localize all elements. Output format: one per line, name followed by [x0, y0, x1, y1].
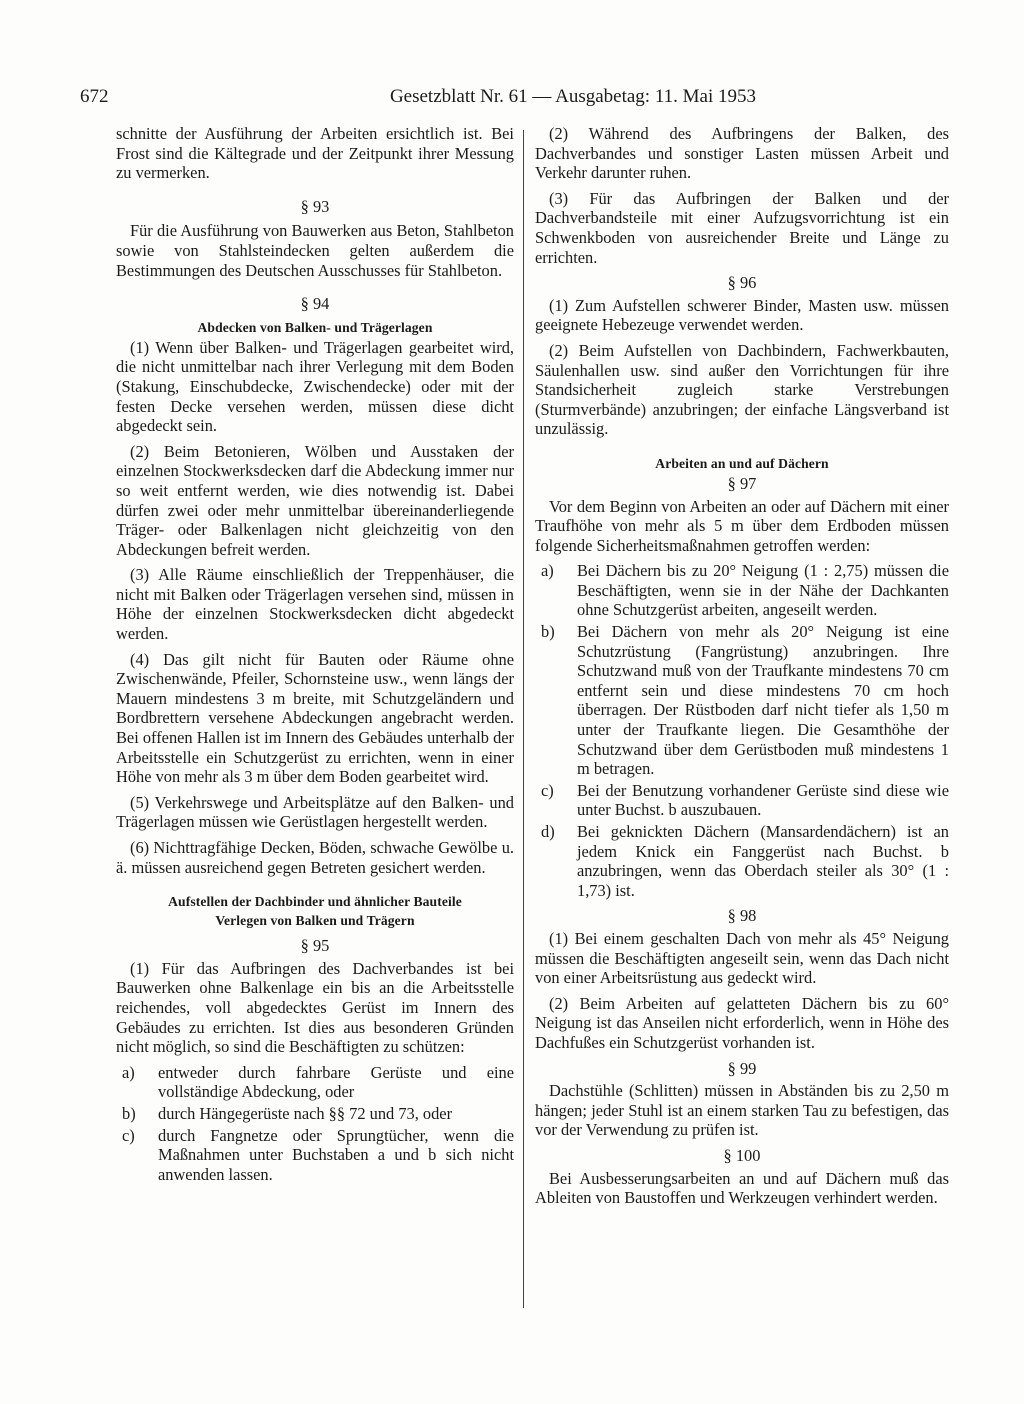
- list-item: [535, 781, 949, 820]
- section-94-paragraph: (2) Beim Betonieren, Wölben und Ausstaken der einzelnen Stockwerksdecken darf die Abdeckung immer nur so weit entfernt werden, wie dies notwendig ist. Dabei dürfen zwei oder mehr unmittelbar übereinanderliegende Träger- oder Balkenlagen nicht gleichzeitig von den Abdeckungen befreit werden.: [116, 441, 514, 559]
- list-item-text: durch Hängegerüste nach §§ 72 und 73, oder: [158, 1103, 453, 1123]
- section-95-paragraph: (2) Während des Aufbringens der Balken, des Dachverbandes und sonstiger Lasten müssen Arbeit und Verkehr darunter ruhen.: [535, 124, 949, 183]
- section-95-number: § 95: [300, 936, 330, 956]
- list-item-text: Bei Dächern von mehr als 20° Neigung ist eine Schutzrüstung (Fangrüstung) anzubringen. Ihre Schutzwand muß von der Traufkante mindestens 70 cm entfernt sein und diese mindestens 70 cm hoch überragen. Der Rüstboden darf nicht tiefer als 1,50 m unter der Traufkante liegen. Die Gesamthöhe der Schutzwand über dem Gerüstboden muß mindestens 1 m betragen.: [577, 622, 949, 779]
- section-98-paragraph: (1) Bei einem geschalten Dach von mehr als 45° Neigung müssen die Beschäftigten angeseilt sein, wenn das Dach nicht von einer Arbeitsrüstung aus gedeckt wird.: [535, 928, 949, 988]
- section-94-paragraph: (5) Verkehrswege und Arbeitsplätze auf den Balken- und Trägerlagen müssen wie Gerüstlagen hergestellt werden.: [116, 792, 514, 832]
- list-item: [116, 1126, 514, 1185]
- section-95-subheading: Verlegen von Balken und Trägern: [215, 913, 415, 929]
- section-95-list: [116, 1063, 514, 1185]
- continuation-text: schnitte der Ausführung der Arbeiten ersichtlich ist. Bei Frost sind die Kältegrade und der Zeitpunkt ihrer Messung zu vermerken.: [116, 124, 514, 183]
- list-item: [535, 622, 949, 779]
- list-item-label: a): [122, 1062, 135, 1082]
- section-96-paragraph: (1) Zum Aufstellen schwerer Binder, Masten usw. müssen geeignete Hebezeuge verwendet werden.: [535, 295, 949, 335]
- section-95-paragraph: (1) Für das Aufbringen des Dachverbandes ist bei Bauwerken ohne Balkenlage ein bis an die Arbeitsstelle reichendes, voll abgedecktes Gerüst im Innern des Gebäudes zu errichten. Ist dies aus besonderen Gründen nicht möglich, so sind die Beschäftigten zu schützen:: [116, 958, 514, 1057]
- list-item-label: c): [122, 1125, 135, 1145]
- page-header: [80, 85, 756, 109]
- list-item: [116, 1063, 514, 1102]
- section-97-number: § 97: [727, 473, 757, 493]
- section-100-number: § 100: [723, 1145, 761, 1165]
- section-99-number: § 99: [727, 1058, 757, 1078]
- list-item-text: Bei der Benutzung vorhandener Gerüste sind diese wie unter Buchst. b auszubauen.: [577, 780, 949, 820]
- section-94-paragraph: (3) Alle Räume einschließlich der Treppenhäuser, die nicht mit Balken oder Trägerlagen versehen sind, müssen in Höhe der einzelnen Stockwerksdecken dicht abgedeckt werden.: [116, 565, 514, 644]
- list-item: [535, 561, 949, 620]
- section-98-paragraph: (2) Beim Arbeiten auf gelatteten Dächern bis zu 60° Neigung ist das Anseilen nicht erforderlich, wenn in Höhe des Dachfußes ein Schutzgerüst vorhanden ist.: [535, 993, 949, 1052]
- section-94-paragraph: (1) Wenn über Balken- und Trägerlagen gearbeitet wird, die nicht unmittelbar nach ihrer Verlegung mit dem Boden (Stakung, Einschubdecke, Zwischendecke) oder mit der festen Decke versehen werden, müssen diese dicht abgedeckt sein.: [116, 337, 514, 436]
- list-item-label: b): [122, 1103, 136, 1123]
- list-item: [116, 1104, 514, 1124]
- list-item-label: c): [541, 780, 554, 800]
- list-item-label: d): [541, 822, 555, 841]
- page-number: 672: [80, 86, 109, 107]
- section-97-heading: Arbeiten an und auf Dächern: [655, 455, 829, 471]
- section-94-heading: Abdecken von Balken- und Trägerlagen: [197, 319, 433, 335]
- running-title: Gesetzblatt Nr. 61 — Ausgabetag: 11. Mai 1953: [389, 86, 756, 107]
- section-93-text: Für die Ausführung von Bauwerken aus Beton, Stahlbeton sowie von Stahlsteindecken gelten außerdem die Bestimmungen des Deutschen Ausschusses für Stahlbeton.: [116, 221, 514, 280]
- list-item-label: b): [541, 622, 555, 642]
- list-item-text: Bei geknickten Dächern (Mansardendächern) ist an jedem Knick ein Fanggerüst nach Buchst. b anzubringen, wenn das Oberdach steiler als 30° (1 : 1,73) ist.: [577, 822, 949, 900]
- section-99-text: Dachstühle (Schlitten) müssen in Abständen bis zu 2,50 m hängen; jeder Stuhl ist an einem starken Tau zu befestigen, das vor der Verwendung zu prüfen ist.: [535, 1081, 949, 1140]
- section-93-number: § 93: [300, 196, 330, 216]
- list-item-text: durch Fangnetze oder Sprungtücher, wenn die Maßnahmen unter Buchstaben a und b sich nicht anwenden lassen.: [158, 1125, 514, 1184]
- section-96-number: § 96: [727, 273, 757, 293]
- section-97-list: [535, 561, 949, 900]
- list-item-text: Bei Dächern bis zu 20° Neigung (1 : 2,75) müssen die Beschäftigten, wenn sie in der Nähe der Dachkanten ohne Schutzgerüst arbeiten, angeseilt werden.: [577, 561, 949, 620]
- section-94-number: § 94: [300, 294, 330, 314]
- section-94-paragraph: (4) Das gilt nicht für Bauten oder Räume ohne Zwischenwände, Pfeiler, Schornsteine usw., wenn längs der Mauern mindestens 3 m breite, mit Schutzgeländern und Bordbrettern versehene Abdeckungen angebracht werden. Bei offenen Hallen ist im Innern des Gebäudes unterhalb der Arbeitsstelle ein Schutzgerüst zu errichten, wenn in einer Höhe von mehr als 3 m über dem Boden gearbeitet wird.: [116, 649, 514, 787]
- right-column: [535, 124, 949, 1214]
- column-divider: [523, 130, 524, 1308]
- section-97-intro: Vor dem Beginn von Arbeiten an oder auf Dächern mit einer Traufhöhe von mehr als 5 m über dem Erdboden müssen folgende Sicherheitsmaßnahmen getroffen werden:: [535, 496, 949, 555]
- section-98-number: § 98: [727, 906, 757, 926]
- list-item: [535, 822, 949, 900]
- section-100-text: Bei Ausbesserungsarbeiten an und auf Dächern muß das Ableiten von Baustoffen und Werkzeugen verhindert werden.: [535, 1168, 949, 1208]
- list-item-label: a): [541, 561, 554, 581]
- section-96-paragraph: (2) Beim Aufstellen von Dachbindern, Fachwerkbauten, Säulenhallen usw. sind außer den Vorrichtungen für ihre Standsicherheit zugleich starke Verstrebungen (Sturmverbände) anzubringen; der einfache Längsverband ist unzulässig.: [535, 340, 949, 439]
- list-item-text: entweder durch fahrbare Gerüste und eine vollständige Abdeckung, oder: [158, 1062, 514, 1102]
- left-column: [116, 124, 514, 1188]
- section-95-heading: Aufstellen der Dachbinder und ähnlicher Bauteile: [168, 894, 462, 910]
- section-95-paragraph: (3) Für das Aufbringen der Balken und der Dachverbandsteile mit einer Aufzugsvorrichtung ist ein Schwenkboden von ausreichender Breite und Länge zu errichten.: [535, 188, 949, 267]
- section-94-paragraph: (6) Nichttragfähige Decken, Böden, schwache Gewölbe u. ä. müssen ausreichend gegen Betreten gesichert werden.: [116, 838, 514, 877]
